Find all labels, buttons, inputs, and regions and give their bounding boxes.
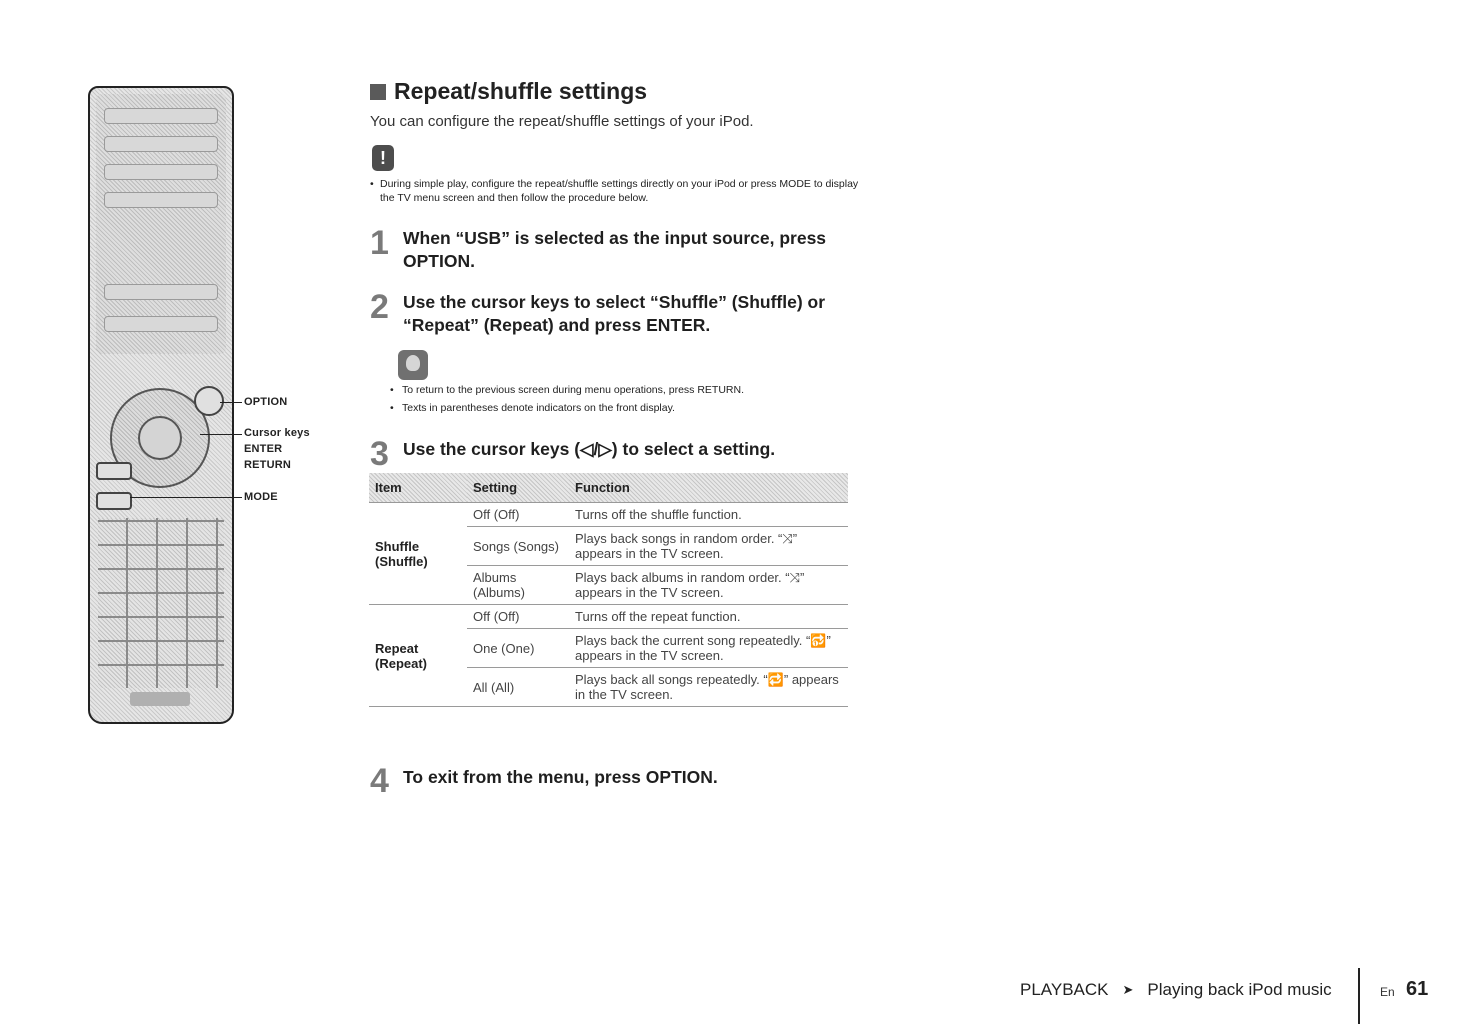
step-text-3: Use the cursor keys (◁/▷) to select a setting. (403, 439, 776, 459)
arrow-right-icon: ➤ (1122, 982, 1134, 997)
lightbulb-icon (398, 350, 428, 380)
footer-subsection: Playing back iPod music (1147, 980, 1332, 999)
table-cell-item: Shuffle (Shuffle) (369, 503, 467, 605)
remote-logo (130, 692, 190, 706)
table-cell-function: Turns off the repeat function. (569, 605, 848, 629)
hint-item: • To return to the previous screen during menu operations, press RETURN. (386, 381, 856, 399)
callout-mode: MODE (244, 491, 278, 503)
callout-cursor-keys: Cursor keys (244, 427, 310, 439)
bullet-icon: • (390, 384, 394, 396)
footer-section: PLAYBACK (1020, 980, 1109, 999)
remote-control-illustration (88, 86, 234, 724)
table-header-item: Item (369, 473, 467, 503)
table-cell-function: Turns off the shuffle function. (569, 503, 848, 527)
remote-option-button (194, 386, 224, 416)
remote-return-button (96, 462, 132, 480)
remote-enter-button (138, 416, 182, 460)
table-cell-function: Plays back the current song repeatedly. “🔂” appears in the TV screen. (569, 629, 848, 668)
bullet-icon: • (370, 178, 374, 190)
remote-button-row (104, 316, 218, 332)
callout-line-option (220, 402, 242, 403)
step-text-1: When “USB” is selected as the input source, press OPTION. (403, 228, 827, 271)
footer-divider (1358, 968, 1360, 1024)
callout-line-cursor (200, 434, 242, 435)
remote-button-row (104, 192, 218, 208)
hint-list (386, 381, 856, 417)
step-number-3: 3 (370, 435, 389, 473)
callout-enter: ENTER (244, 443, 283, 455)
section-title (370, 78, 647, 105)
footer-language: En (1380, 985, 1395, 999)
step-text-2: Use the cursor keys to select “Shuffle” (Shuffle) or “Repeat” (Repeat) and press ENTER. (403, 292, 826, 335)
step-text-4: To exit from the menu, press OPTION. (403, 767, 718, 787)
remote-keypad (98, 518, 224, 688)
section-square-icon (370, 84, 386, 100)
table-row (369, 503, 848, 527)
note-list (370, 177, 860, 205)
table-cell-function: Plays back all songs repeatedly. “🔁” appears in the TV screen. (569, 668, 848, 707)
remote-mode-button (96, 492, 132, 510)
section-intro: You can configure the repeat/shuffle settings of your iPod. (370, 113, 754, 130)
section-title-text: Repeat/shuffle settings (394, 78, 648, 104)
remote-button-row (104, 136, 218, 152)
step-number-1: 1 (370, 224, 389, 262)
table-cell-setting: Off (Off) (467, 503, 569, 527)
remote-top-zone (96, 94, 226, 354)
footer-breadcrumb (1020, 980, 1332, 1000)
table-header-setting: Setting (467, 473, 569, 503)
table-cell-setting: All (All) (467, 668, 569, 707)
callout-option: OPTION (244, 396, 288, 408)
table-cell-setting: One (One) (467, 629, 569, 668)
note-item: During simple play, configure the repeat/shuffle settings directly on your iPod or press MODE to display the TV menu screen and then follow the procedure below. (380, 178, 859, 204)
step-number-2: 2 (370, 288, 389, 326)
table-cell-function: Plays back songs in random order. “⤨” appears in the TV screen. (569, 527, 848, 566)
remote-button-row (104, 284, 218, 300)
remote-button-row (104, 164, 218, 180)
page-number: 61 (1406, 978, 1429, 1000)
settings-table (369, 473, 848, 707)
table-header-row (369, 473, 848, 503)
step-number-4: 4 (370, 762, 389, 800)
table-cell-setting: Albums (Albums) (467, 566, 569, 605)
bullet-icon: • (390, 402, 394, 414)
callout-line-mode (130, 497, 242, 498)
table-header-function: Function (569, 473, 848, 503)
table-cell-item: Repeat (Repeat) (369, 605, 467, 707)
table-cell-function: Plays back albums in random order. “⤨” appears in the TV screen. (569, 566, 848, 605)
exclamation-icon: ! (372, 145, 394, 171)
hint-item: • Texts in parentheses denote indicators on the front display. (386, 399, 856, 417)
callout-return: RETURN (244, 459, 292, 471)
table-cell-setting: Off (Off) (467, 605, 569, 629)
table-row (369, 605, 848, 629)
table-cell-setting: Songs (Songs) (467, 527, 569, 566)
remote-button-row (104, 108, 218, 124)
